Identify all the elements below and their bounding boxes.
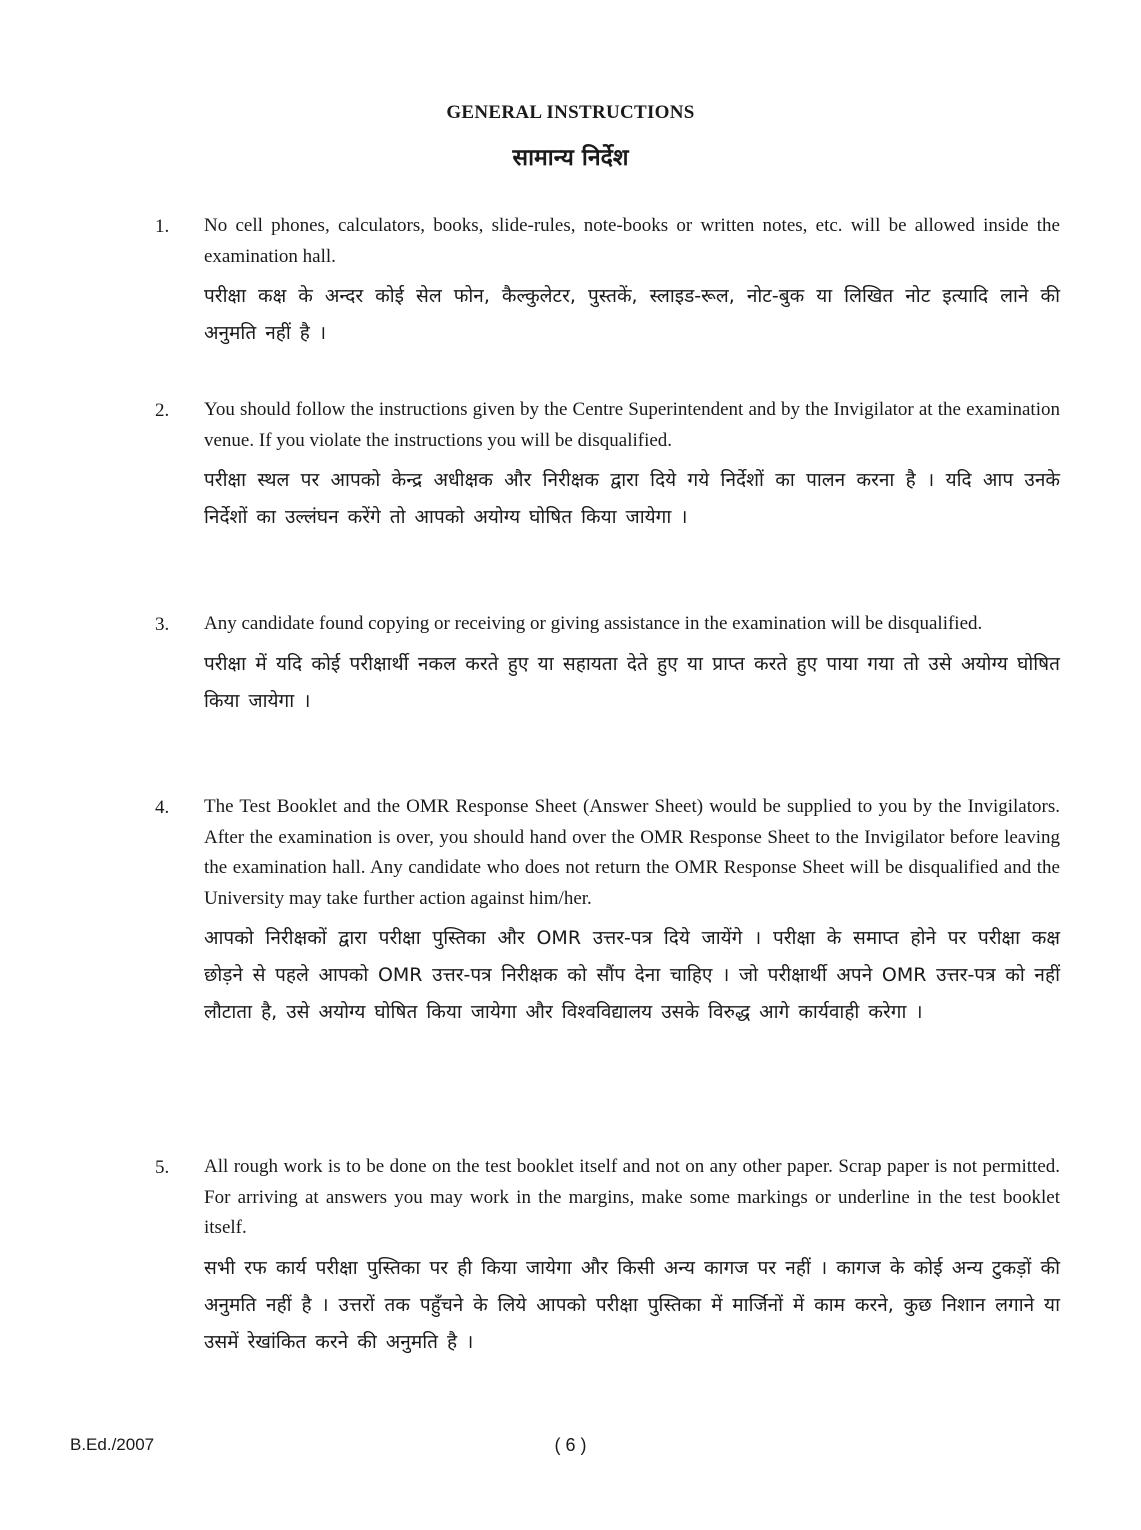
instruction-text-hi: परीक्षा स्थल पर आपको केन्द्र अधीक्षक और निरीक्षक द्वारा दिये गये निर्देशों का पालन करना है । यदि आप उनके निर्देशों का उल्लंघन करेंगे तो आपको अयोग्य घोषित किया जायेगा ।: [204, 469, 1060, 528]
instruction-text-en: You should follow the instructions given by the Centre Superintendent and by the Invigilator at the examination venue. If you violate the instructions you will be disqualified.: [204, 399, 1060, 451]
instruction-text-en: No cell phones, calculators, books, slide-rules, note-books or written notes, etc. will be allowed inside the examination hall.: [204, 215, 1060, 267]
instruction-text-hi: आपको निरीक्षकों द्वारा परीक्षा पुस्तिका और OMR उत्तर-पत्र दिये जायेंगे । परीक्षा के समाप्त होने पर परीक्षा कक्ष छोड़ने से पहले आपको OMR उत्तर-पत्र निरीक्षक को सौंप देना चाहिए । जो परीक्षार्थी अपने OMR उत्तर-पत्र को नहीं लौटाता है, उसे अयोग्य घोषित किया जायेगा और विश्वविद्यालय उसके विरुद्ध आगे कार्यवाही करेगा ।: [204, 927, 1060, 1023]
footer-exam-code: B.Ed./2007: [70, 1435, 155, 1454]
page-title: GENERAL INSTRUCTIONS: [446, 102, 695, 123]
instruction-text-en: All rough work is to be done on the test booklet itself and not on any other paper. Scrap paper is not permitted. For arriving at answers you may work in the margins, make some markings or underline in the test booklet itself.: [204, 1156, 1060, 1238]
instruction-text-en: The Test Booklet and the OMR Response Sheet (Answer Sheet) would be supplied to you by the Invigilators. After the examination is over, you should hand over the OMR Response Sheet to the Invigilator before leaving the examination hall. Any candidate who does not return the OMR Response Sheet will be disqualified and the University may take further action against him/her.: [204, 796, 1060, 909]
instruction-text-hi: परीक्षा कक्ष के अन्दर कोई सेल फोन, कैल्कुलेटर, पुस्तकें, स्लाइड-रूल, नोट-बुक या लिखित नोट इत्यादि लाने की अनुमति नहीं है ।: [204, 285, 1060, 344]
instruction-number: 3.: [155, 614, 170, 635]
instruction-text-en: Any candidate found copying or receiving or giving assistance in the examination will be disqualified.: [204, 613, 983, 634]
instruction-text-hi: सभी रफ कार्य परीक्षा पुस्तिका पर ही किया जायेगा और किसी अन्य कागज पर नहीं । कागज के कोई अन्य टुकड़ों की अनुमति नहीं है । उत्तरों तक पहुँचने के लिये आपको परीक्षा पुस्तिका में मार्जिनों में काम करने, कुछ निशान लगाने या उसमें रेखांकित करने की अनुमति है ।: [204, 1256, 1060, 1353]
instruction-number: 2.: [155, 400, 170, 421]
instruction-text-hi: परीक्षा में यदि कोई परीक्षार्थी नकल करते हुए या सहायता देते हुए या प्राप्त करते हुए पाया गया तो उसे अयोग्य घोषित किया जायेगा ।: [204, 652, 1060, 712]
instruction-number: 4.: [155, 797, 170, 818]
page-title-hindi: सामान्य निर्देश: [512, 145, 629, 171]
instruction-number: 1.: [155, 216, 170, 237]
page-number: ( 6 ): [554, 1435, 587, 1455]
instruction-number: 5.: [155, 1157, 170, 1178]
